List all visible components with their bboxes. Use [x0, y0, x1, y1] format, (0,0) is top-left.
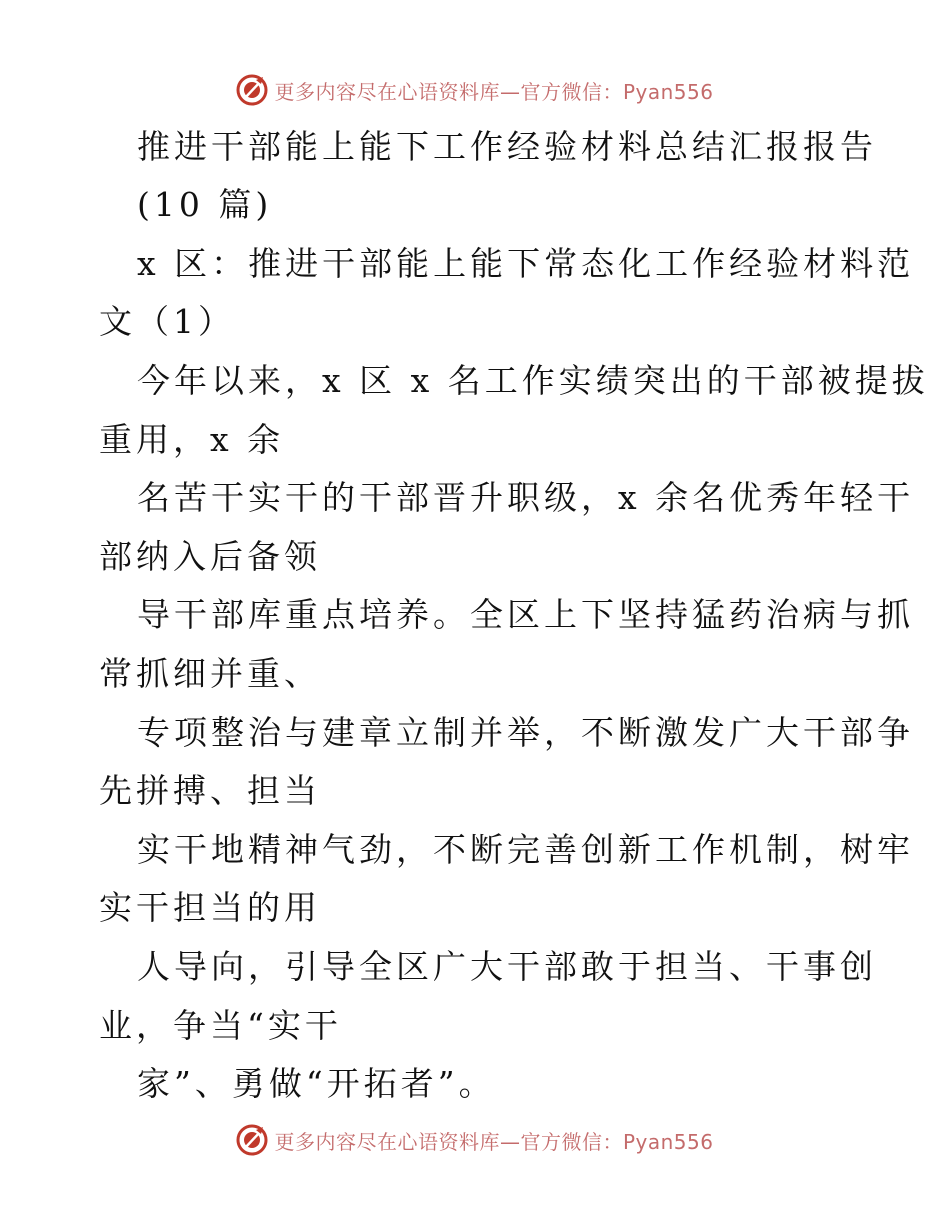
paragraph-line: 家”、勇做“开拓者”。	[137, 1064, 496, 1103]
doc-subtitle-line-2: 文（1）	[99, 302, 235, 341]
paragraph-line: 导干部库重点培养。全区上下坚持猛药治病与抓	[137, 595, 914, 634]
paragraph-line: 实干担当的用	[99, 888, 321, 927]
seal-logo-icon	[236, 74, 268, 106]
header-banner-inner	[236, 74, 713, 106]
paragraph-line: 先拼搏、担当	[99, 771, 321, 810]
seal-logo-icon	[236, 1124, 268, 1156]
footer-banner-inner	[236, 1124, 713, 1156]
header-banner	[0, 70, 950, 110]
header-banner-text: 更多内容尽在心语资料库—官方微信：Pyan556	[274, 79, 714, 104]
paragraph-line: 业，争当“实干	[99, 1006, 342, 1045]
paragraph-line: 实干地精神气劲，不断完善创新工作机制，树牢	[137, 830, 914, 869]
paragraph-line: 常抓细并重、	[99, 654, 321, 693]
paragraph-line: 今年以来，x 区 x 名工作实绩突出的干部被提拔	[137, 361, 929, 400]
paragraph-line: 重用，x 余	[99, 420, 285, 459]
doc-subtitle-line-1: x 区：推进干部能上能下常态化工作经验材料范	[137, 244, 915, 283]
paragraph-line: 专项整治与建章立制并举，不断激发广大干部争	[137, 713, 914, 752]
doc-title-line-1: 推进干部能上能下工作经验材料总结汇报报告	[137, 127, 877, 166]
paragraph-line: 名苦干实干的干部晋升职级，x 余名优秀年轻干	[137, 478, 915, 517]
paragraph-line: 人导向，引导全区广大干部敢于担当、干事创	[137, 947, 877, 986]
footer-banner-text: 更多内容尽在心语资料库—官方微信：Pyan556	[274, 1129, 714, 1154]
footer-banner	[0, 1120, 950, 1160]
paragraph-line: 部纳入后备领	[99, 537, 321, 576]
doc-title-line-2: (10 篇)	[137, 185, 273, 224]
